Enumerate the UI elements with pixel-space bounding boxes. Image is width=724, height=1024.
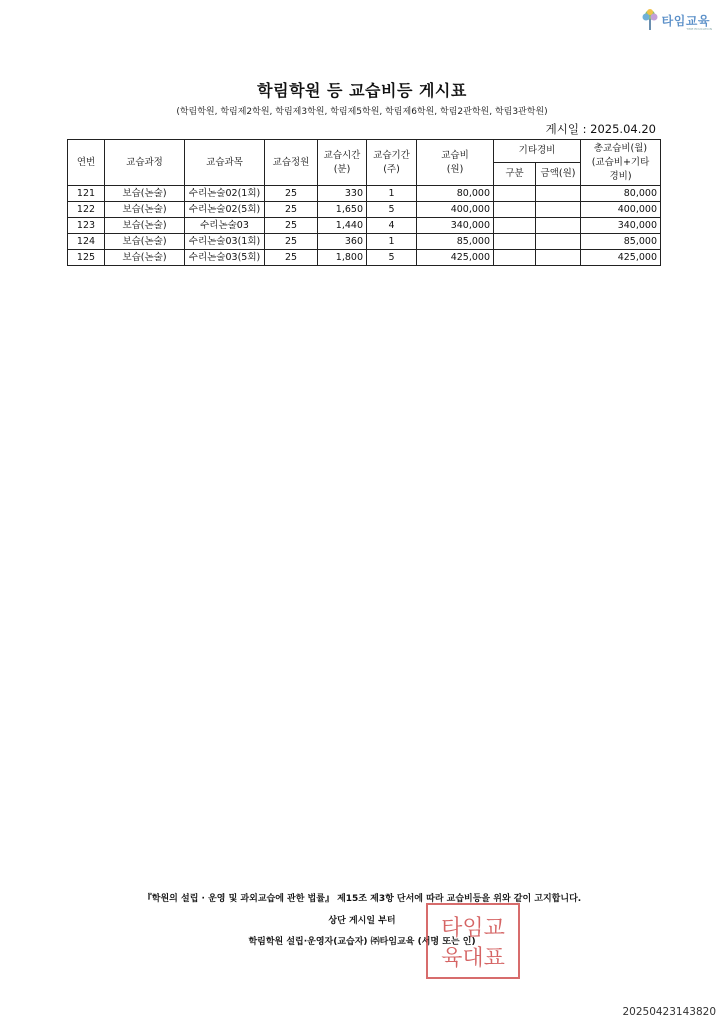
header-seq: 연번 bbox=[68, 140, 105, 186]
cell-seq: 125 bbox=[68, 250, 105, 266]
cell-capacity: 25 bbox=[265, 186, 318, 202]
cell-subject: 수리논술03 bbox=[185, 218, 265, 234]
table-row bbox=[68, 186, 661, 202]
cell-other-type bbox=[494, 234, 536, 250]
cell-fee: 425,000 bbox=[417, 250, 494, 266]
header-total bbox=[581, 140, 661, 186]
cell-weeks: 1 bbox=[367, 186, 417, 202]
document-id: 20250423143820 bbox=[622, 1006, 716, 1018]
cell-total: 80,000 bbox=[581, 186, 661, 202]
cell-weeks: 1 bbox=[367, 234, 417, 250]
header-total-note1: (교습비+기타 bbox=[591, 156, 650, 168]
cell-fee: 400,000 bbox=[417, 202, 494, 218]
cell-other-amount bbox=[536, 218, 581, 234]
cell-fee: 340,000 bbox=[417, 218, 494, 234]
cell-other-type bbox=[494, 250, 536, 266]
cell-other-amount bbox=[536, 250, 581, 266]
header-fee-unit: (원) bbox=[446, 163, 464, 175]
table-row bbox=[68, 234, 661, 250]
header-total-note2: 경비) bbox=[609, 170, 632, 182]
header-fee bbox=[417, 140, 494, 186]
logo-subtext: TIME EDUCATION bbox=[686, 27, 712, 31]
cell-other-type bbox=[494, 218, 536, 234]
tree-logo-icon bbox=[641, 8, 659, 32]
cell-fee: 85,000 bbox=[417, 234, 494, 250]
cell-other-type bbox=[494, 202, 536, 218]
cell-subject: 수리논술02(5회) bbox=[185, 202, 265, 218]
cell-weeks: 5 bbox=[367, 250, 417, 266]
legal-notice: 『학원의 설립 · 운영 및 과외교습에 관한 법률』 제15조 제3항 단서에 따라 교습비등을 위와 같이 고지합니다. bbox=[142, 894, 582, 904]
cell-course: 보습(논술) bbox=[105, 186, 185, 202]
cell-seq: 123 bbox=[68, 218, 105, 234]
table-row bbox=[68, 218, 661, 234]
cell-weeks: 4 bbox=[367, 218, 417, 234]
cell-minutes: 1,800 bbox=[318, 250, 367, 266]
cell-other-amount bbox=[536, 234, 581, 250]
cell-capacity: 25 bbox=[265, 250, 318, 266]
header-other-amount: 금액(원) bbox=[536, 163, 581, 186]
header-hours-label: 교습시간 bbox=[323, 149, 361, 161]
fee-table bbox=[67, 139, 661, 266]
cell-total: 340,000 bbox=[581, 218, 661, 234]
seal-stamp-icon bbox=[428, 905, 518, 977]
header-fee-label: 교습비 bbox=[441, 149, 469, 161]
header-hours-unit: (분) bbox=[333, 163, 351, 175]
cell-total: 85,000 bbox=[581, 234, 661, 250]
page-title: 학림학원 등 교습비등 게시표 bbox=[257, 81, 467, 100]
cell-minutes: 1,650 bbox=[318, 202, 367, 218]
header-course: 교습과정 bbox=[105, 140, 185, 186]
page-subtitle: (학림학원, 학림제2학원, 학림제3학원, 학림제5학원, 학림제6학원, 학림2관학원, 학림3관학원) bbox=[176, 107, 548, 117]
header-period-unit: (주) bbox=[383, 163, 400, 175]
header-total-label: 총교습비(월) bbox=[593, 142, 648, 154]
cell-seq: 122 bbox=[68, 202, 105, 218]
header-other-type: 구분 bbox=[494, 163, 536, 186]
cell-subject: 수리논술03(5회) bbox=[185, 250, 265, 266]
cell-capacity: 25 bbox=[265, 218, 318, 234]
table-row bbox=[68, 202, 661, 218]
table-row bbox=[68, 250, 661, 266]
cell-course: 보습(논술) bbox=[105, 250, 185, 266]
header-period-label: 교습기간 bbox=[373, 149, 410, 161]
posted-date: 게시일 : 2025.04.20 bbox=[545, 122, 656, 136]
seal-text-top: 타임교 bbox=[441, 916, 505, 941]
cell-other-amount bbox=[536, 186, 581, 202]
header-hours bbox=[318, 140, 367, 186]
cell-course: 보습(논술) bbox=[105, 218, 185, 234]
cell-total: 425,000 bbox=[581, 250, 661, 266]
cell-weeks: 5 bbox=[367, 202, 417, 218]
company-seal bbox=[426, 903, 520, 979]
header-other: 기타경비 bbox=[494, 140, 581, 163]
effective-date-note: 상단 게시일 부터 bbox=[328, 916, 396, 926]
cell-seq: 124 bbox=[68, 234, 105, 250]
header-capacity: 교습정원 bbox=[265, 140, 318, 186]
logo-text: 타임교육 bbox=[661, 13, 710, 28]
cell-minutes: 330 bbox=[318, 186, 367, 202]
cell-other-amount bbox=[536, 202, 581, 218]
cell-fee: 80,000 bbox=[417, 186, 494, 202]
cell-total: 400,000 bbox=[581, 202, 661, 218]
header-period bbox=[367, 140, 417, 186]
cell-capacity: 25 bbox=[265, 234, 318, 250]
cell-subject: 수리논술02(1회) bbox=[185, 186, 265, 202]
cell-capacity: 25 bbox=[265, 202, 318, 218]
cell-seq: 121 bbox=[68, 186, 105, 202]
header-subject: 교습과목 bbox=[185, 140, 265, 186]
cell-subject: 수리논술03(1회) bbox=[185, 234, 265, 250]
cell-minutes: 360 bbox=[318, 234, 367, 250]
cell-other-type bbox=[494, 186, 536, 202]
cell-course: 보습(논술) bbox=[105, 202, 185, 218]
seal-text-bottom: 육대표 bbox=[441, 946, 505, 971]
cell-minutes: 1,440 bbox=[318, 218, 367, 234]
cell-course: 보습(논술) bbox=[105, 234, 185, 250]
operator-signature-line: 학림학원 설립·운영자(교습자) ㈜타임교육 (서명 또는 인) bbox=[248, 937, 476, 947]
